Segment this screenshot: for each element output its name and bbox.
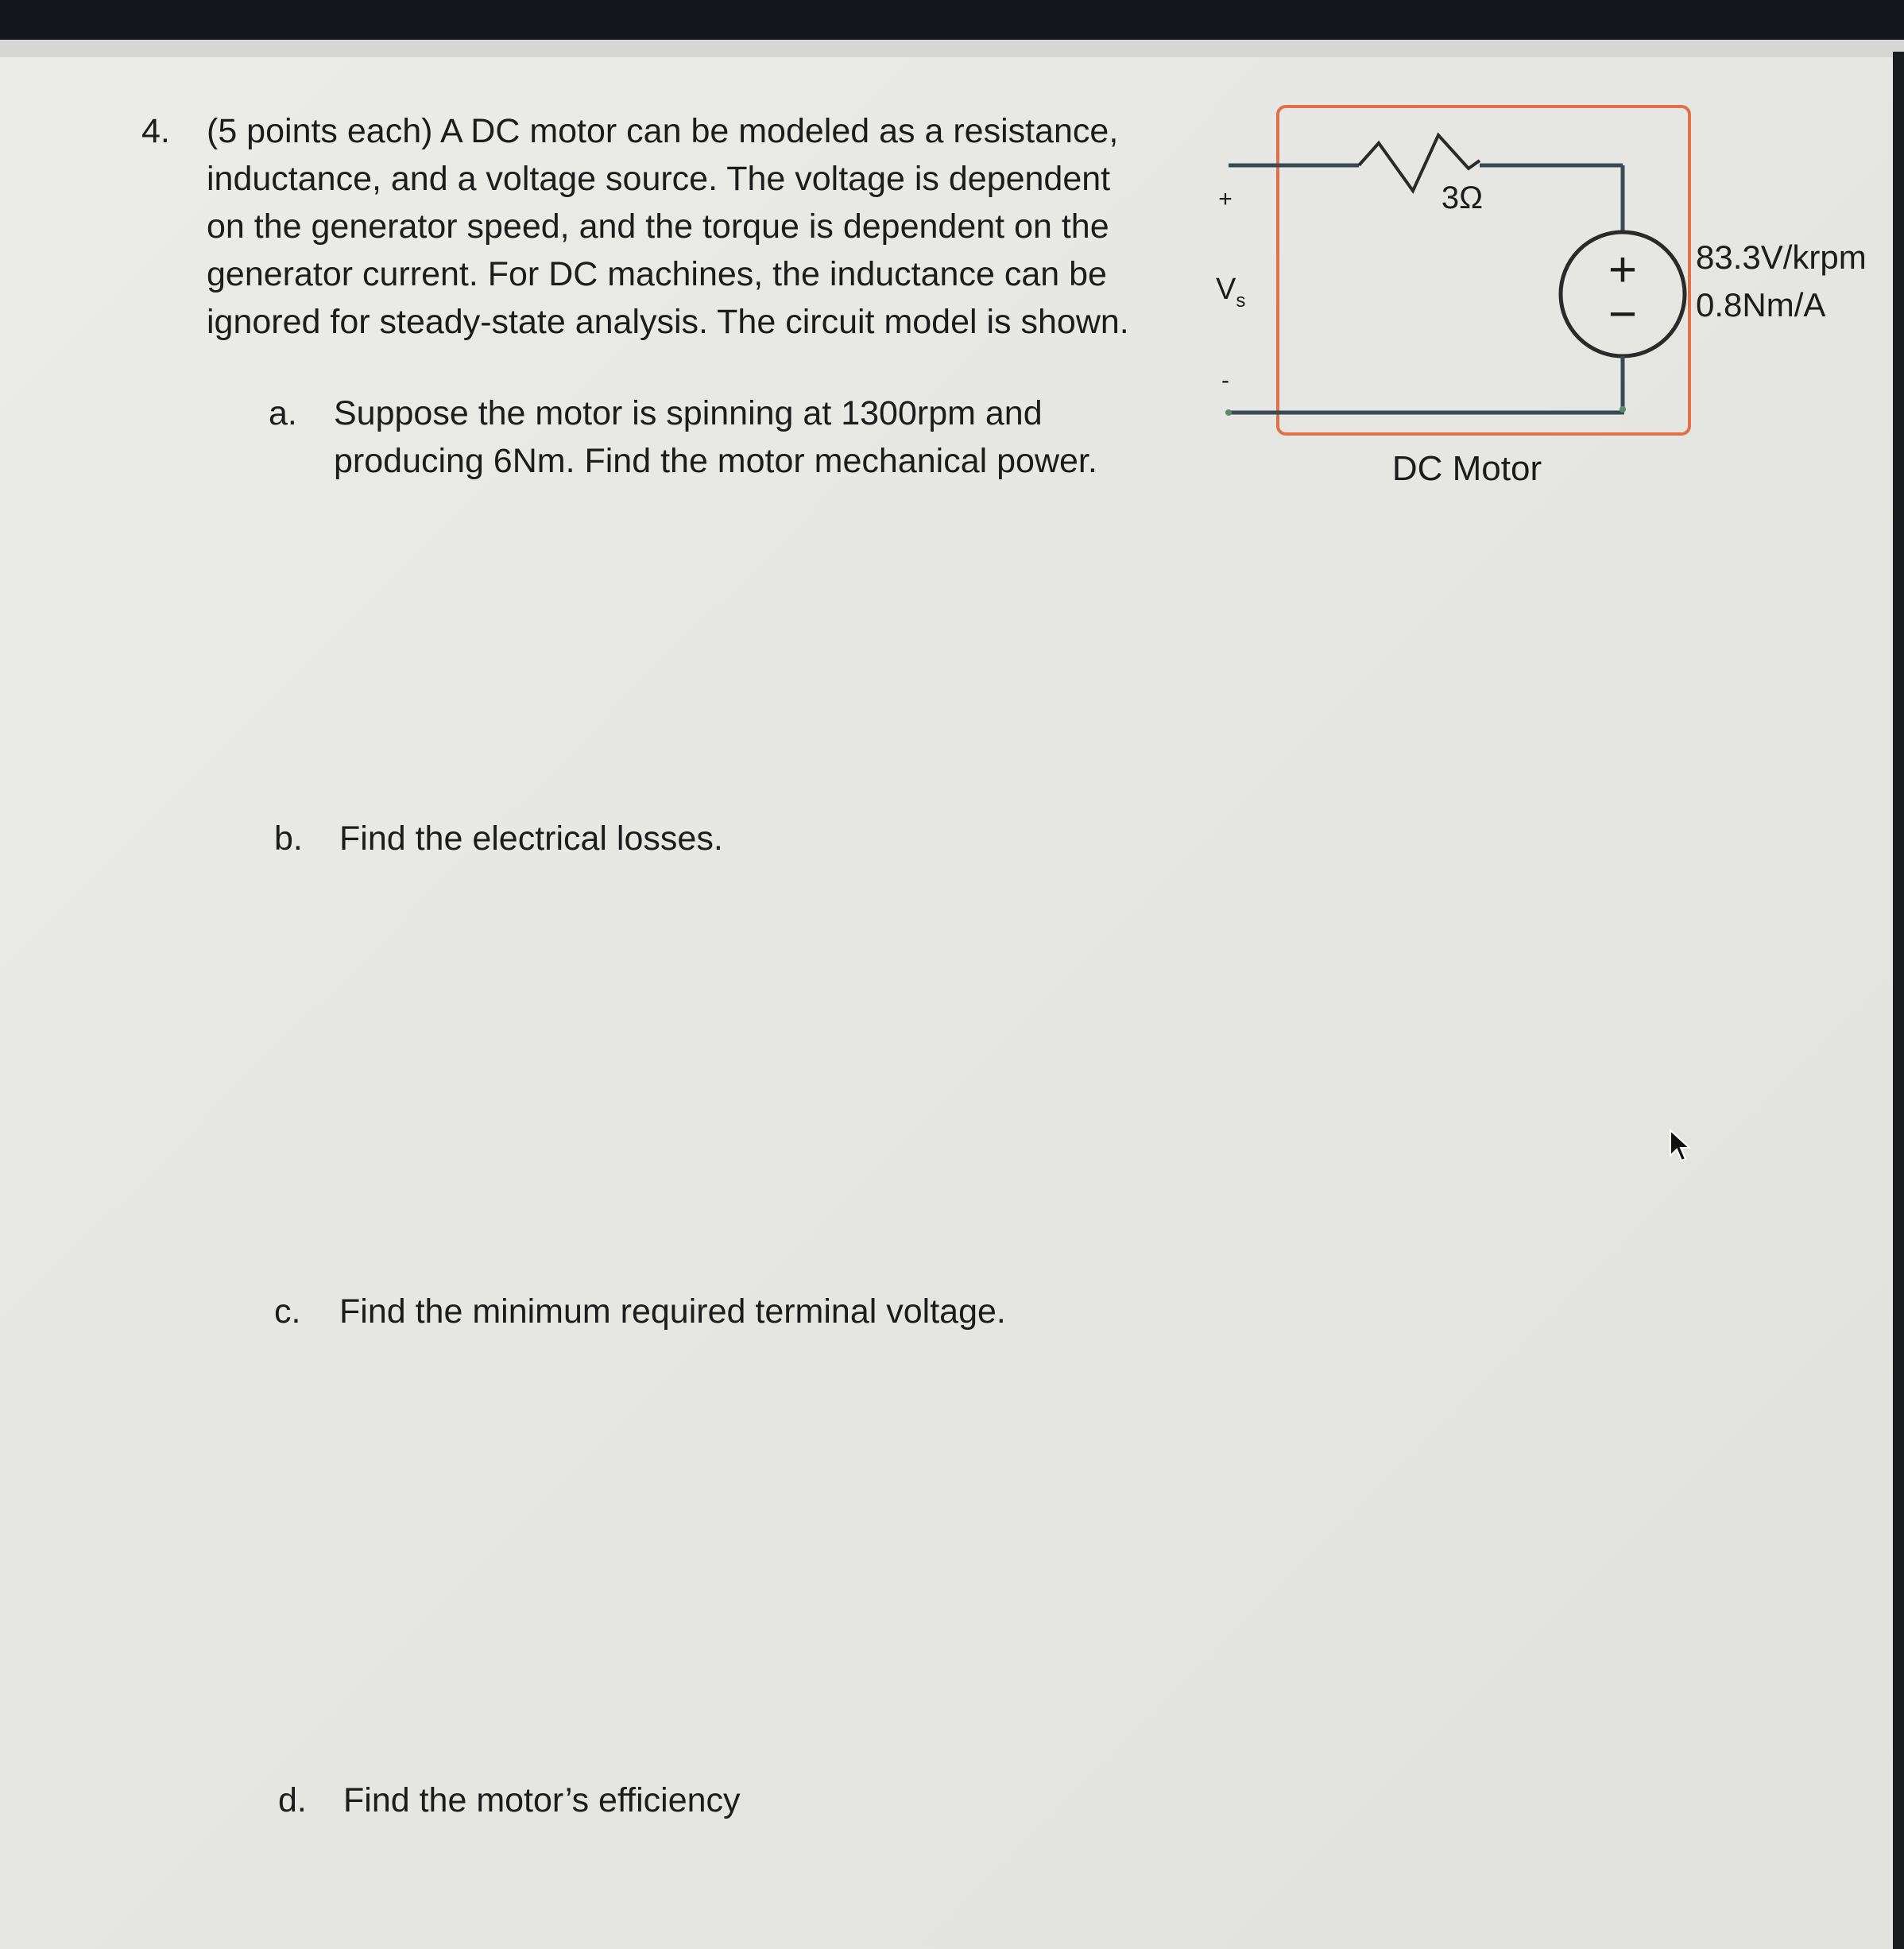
torque-constant-label: 0.8Nm/A xyxy=(1696,286,1826,324)
source-minus-sign: − xyxy=(1608,287,1638,342)
vs-main: V xyxy=(1216,273,1236,306)
source-plus-sign: + xyxy=(1608,242,1638,297)
part-text xyxy=(339,1288,1006,1335)
voltage-constant-label: 83.3V/krpm xyxy=(1696,238,1867,276)
problem-line: generator current. For DC machines, the inductance can be xyxy=(207,255,1107,293)
part-text xyxy=(339,815,723,862)
problem-line: (5 points each) A DC motor can be modeled as a resistance, xyxy=(207,112,1119,150)
part-line: Find the electrical losses. xyxy=(339,820,723,858)
part-letter: a. xyxy=(269,394,297,432)
part-letter: c. xyxy=(274,1292,301,1331)
node-dot xyxy=(1620,406,1626,413)
source-voltage-label xyxy=(1216,273,1245,312)
problem-line: inductance, and a voltage source. The voltage is dependent xyxy=(207,160,1111,198)
window-top-strip xyxy=(0,40,1904,57)
circuit-diagram xyxy=(1208,95,1904,509)
part-text xyxy=(343,1777,741,1824)
resistance-label: 3Ω xyxy=(1441,180,1484,215)
part-letter: b. xyxy=(274,820,303,858)
problem-line: ignored for steady-state analysis. The circuit model is shown. xyxy=(207,303,1129,341)
part-text xyxy=(334,389,1097,485)
minus-terminal-label: - xyxy=(1221,367,1229,393)
terminal-dot-bottom xyxy=(1225,409,1232,416)
vs-subscript: s xyxy=(1236,290,1246,312)
problem-line: on the generator speed, and the torque is dependent on the xyxy=(207,207,1109,246)
dc-motor-caption: DC Motor xyxy=(1391,449,1542,488)
part-line: producing 6Nm. Find the motor mechanical power. xyxy=(334,442,1097,480)
plus-terminal-label: + xyxy=(1218,186,1233,212)
mouse-pointer-icon xyxy=(1669,1129,1693,1164)
part-letter: d. xyxy=(278,1781,307,1819)
part-line: Find the motor’s efficiency xyxy=(343,1781,741,1819)
problem-number: 4. xyxy=(141,112,170,150)
part-line: Suppose the motor is spinning at 1300rpm and xyxy=(334,394,1043,432)
part-line: Find the minimum required terminal voltage. xyxy=(339,1292,1006,1331)
problem-body xyxy=(207,107,1319,346)
